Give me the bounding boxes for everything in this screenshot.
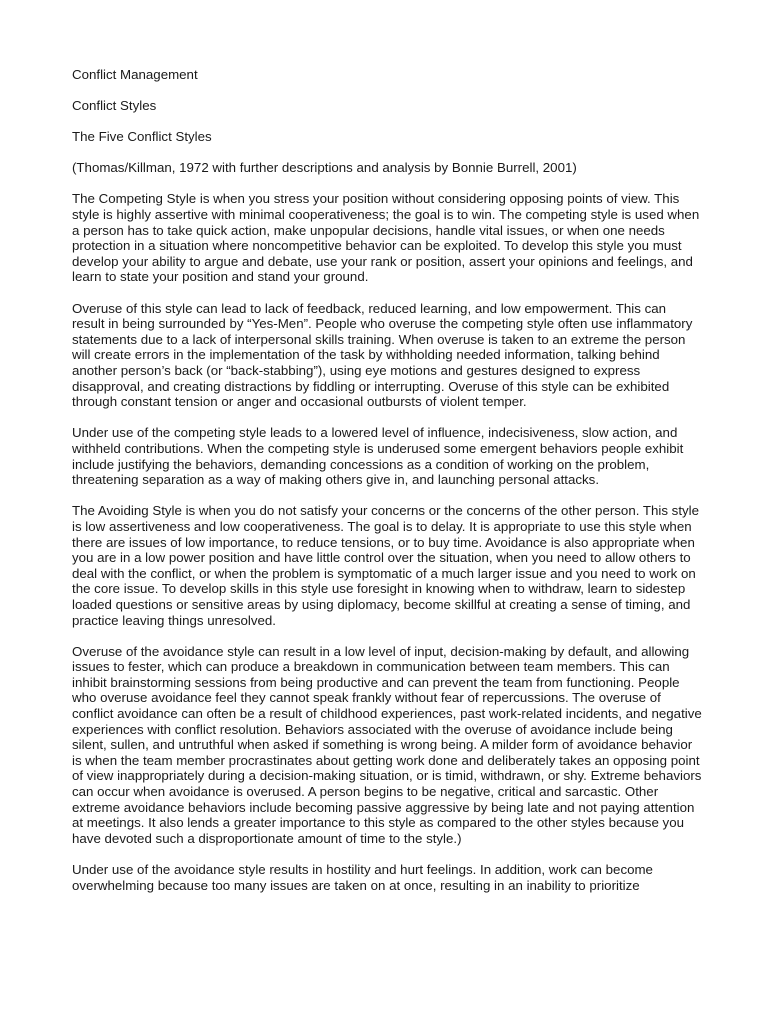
paragraph-competing-style: The Competing Style is when you stress your position without considering opposing points of view. This style is highly assertive with minimal cooperativeness; the goal is to win. The competing style is used when a person has to take quick action, make unpopular decisions, handle vital issues, or when one needs protection in a situation where noncompetitive behavior can be exploited. To develop this style you must develop your ability to argue and debate, use your rank or position, assert your opinions and feelings, and learn to state your position and stand your ground.	[72, 191, 700, 285]
paragraph-competing-overuse: Overuse of this style can lead to lack of feedback, reduced learning, and low empowerment. This can result in being surrounded by “Yes-Men”. People who overuse the competing style often use inflammatory statements due to a lack of interpersonal skills training. When overuse is taken to an extreme the person will create errors in the implementation of the task by withholding needed information, talking behind another person’s back (or “back-stabbing”), using eye motions and gestures designed to express disapproval, and creating distractions by fiddling or interrupting. Overuse of this style can be exhibited through constant tension or anger and occasional outbursts of violent temper.	[72, 300, 693, 410]
section-title: The Five Conflict Styles	[72, 129, 212, 145]
document-subtitle: Conflict Styles	[72, 98, 157, 114]
document-page	[72, 67, 702, 909]
paragraph-competing-underuse: Under use of the competing style leads to a lowered level of influence, indecisiveness, slow action, and withheld contributions. When the competing style is underused some emergent behaviors people exhibit include justifying the behaviors, demanding concessions as a condition of working on the problem, threatening separation as a way of making others give in, and launching personal attacks.	[72, 425, 684, 488]
paragraph-avoiding-overuse: Overuse of the avoidance style can result in a low level of input, decision-making by default, and allowing issues to fester, which can produce a breakdown in communication between team members. This can inhibit brainstorming sessions from being productive and can prevent the team from functioning. People who overuse avoidance feel they cannot speak frankly without fear of repercussions. The overuse of conflict avoidance can often be a result of childhood experiences, past work-related incidents, and negative experiences with conflict resolution. Behaviors associated with the overuse of avoidance include being silent, sullen, and untruthful when asked if something is wrong being. A milder form of avoidance behavior is when the team member procrastinates about getting work done and deliberately takes an opposing point of view inappropriately during a decision-making situation, or is timid, withdrawn, or shy. Extreme behaviors can occur when avoidance is overused. A person begins to be negative, critical and sarcastic. Other extreme avoidance behaviors include becoming passive aggressive by being late and not paying attention at meetings. It also lends a greater importance to this style as compared to the other styles because you have devoted such a disproportionate amount of time to the style.)	[72, 643, 702, 846]
document-title: Conflict Management	[72, 67, 198, 82]
paragraph-avoiding-underuse: Under use of the avoidance style results in hostility and hurt feelings. In addition, work can become overwhelming because too many issues are taken on at once, resulting in an inability to prioritize	[72, 862, 653, 893]
paragraph-avoiding-style: The Avoiding Style is when you do not satisfy your concerns or the concerns of the other person. This style is low assertiveness and low cooperativeness. The goal is to delay. It is appropriate to use this style when there are issues of low importance, to reduce tensions, or to buy time. Avoidance is also appropriate when you are in a low power position and have little control over the situation, when you need to allow others to deal with the conflict, or when the problem is symptomatic of a much larger issue and you need to work on the core issue. To develop skills in this style use foresight in knowing when to withdraw, learn to sidestep loaded questions or sensitive areas by using diplomacy, become skillful at creating a sense of timing, and practice leaving things unresolved.	[72, 503, 700, 628]
citation: (Thomas/Killman, 1972 with further descriptions and analysis by Bonnie Burrell, 2001)	[72, 160, 577, 176]
